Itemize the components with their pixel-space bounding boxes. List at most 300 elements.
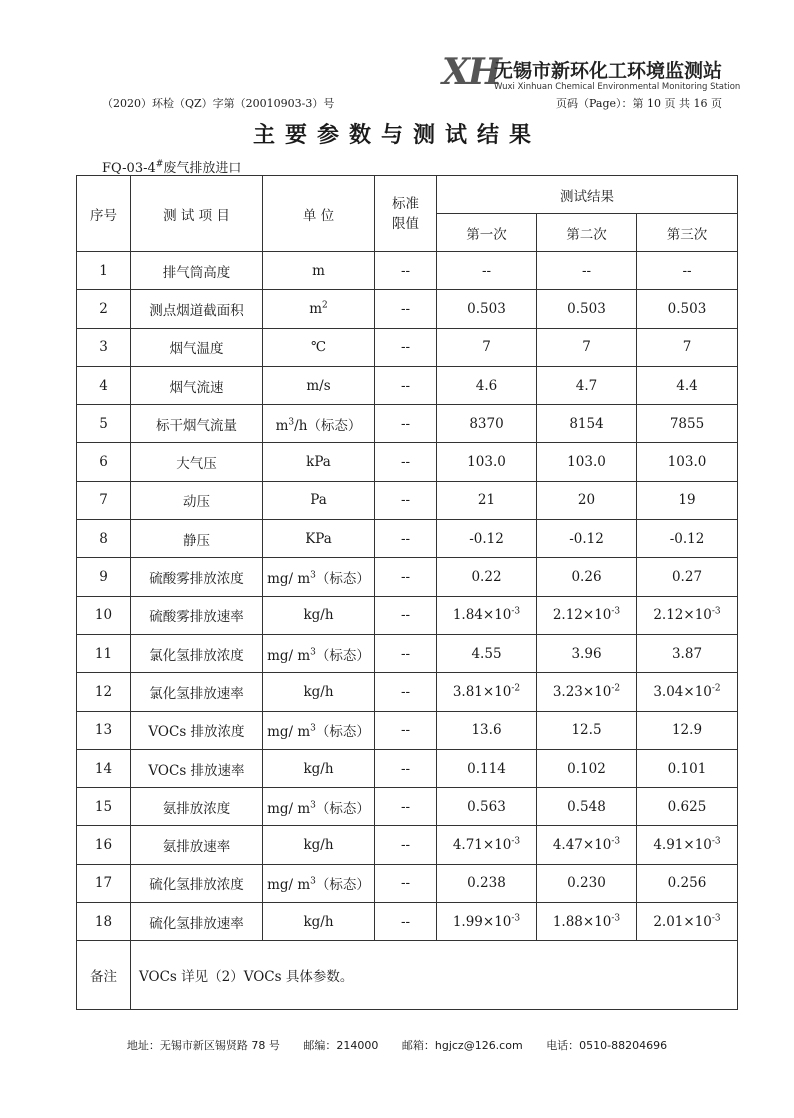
table-row xyxy=(77,788,738,826)
cell-first xyxy=(437,864,537,902)
cell-unit xyxy=(263,634,375,672)
cell-second-sup: -2 xyxy=(611,683,621,694)
cell-no xyxy=(77,673,131,711)
cell-third xyxy=(637,405,738,443)
cell-unit xyxy=(263,826,375,864)
cell-item xyxy=(131,520,263,558)
cell-third-text: 2.01×10 xyxy=(653,913,712,930)
cell-no xyxy=(77,826,131,864)
cell-no-text: 2 xyxy=(99,300,108,317)
table-row xyxy=(77,520,738,558)
cell-third xyxy=(637,328,738,366)
table-body xyxy=(77,252,738,941)
cell-item-text: 氯化氢排放速率 xyxy=(149,685,244,702)
cell-first-text: 1.99×10 xyxy=(452,913,512,930)
cell-first-text: 0.114 xyxy=(467,760,506,777)
cell-third xyxy=(637,826,738,864)
cell-item-text: 动压 xyxy=(183,494,210,511)
cell-item xyxy=(131,673,263,711)
cell-item-text: 硫化氢排放浓度 xyxy=(149,877,244,894)
cell-limit xyxy=(375,864,437,902)
cell-second xyxy=(537,596,637,634)
cell-third xyxy=(637,520,738,558)
cell-second-text: 103.0 xyxy=(567,454,606,471)
cell-unit xyxy=(263,864,375,902)
footer xyxy=(0,1037,794,1053)
cell-first-sup: -3 xyxy=(511,836,521,847)
cell-unit-text: m/s xyxy=(306,377,331,394)
cell-second-text: 2.12×10 xyxy=(552,607,612,624)
cell-item xyxy=(131,634,263,672)
cell-item-text: 硫酸雾排放速率 xyxy=(149,609,244,626)
cell-no-text: 9 xyxy=(99,569,108,586)
cell-third-text: 7 xyxy=(682,339,692,356)
cell-unit-text: （标态） xyxy=(315,877,370,894)
note-label: 备注 xyxy=(77,941,131,1010)
cell-no-text: 17 xyxy=(94,875,113,892)
cell-limit-text: -- xyxy=(400,683,411,700)
cell-second xyxy=(537,788,637,826)
cell-second xyxy=(537,711,637,749)
cell-no-text: 15 xyxy=(94,798,113,815)
cell-limit-text: -- xyxy=(400,760,411,777)
cell-item-text: 静压 xyxy=(183,532,210,549)
cell-item-text: 测点烟道截面积 xyxy=(149,302,244,319)
cell-first-text: -- xyxy=(481,262,492,279)
cell-unit-sup: 3 xyxy=(310,647,316,658)
footer-email: 邮箱：hgjcz@126.com xyxy=(401,1039,523,1052)
cell-unit-text: kg/h xyxy=(303,837,334,854)
cell-second-text: -- xyxy=(581,262,592,279)
table-row xyxy=(77,673,738,711)
cell-limit xyxy=(375,290,437,328)
cell-first xyxy=(437,443,537,481)
cell-first xyxy=(437,366,537,404)
cell-second xyxy=(537,328,637,366)
cell-first xyxy=(437,788,537,826)
cell-first-text: 0.22 xyxy=(471,569,502,586)
header-item: 测 试 项 目 xyxy=(131,176,263,252)
table-row xyxy=(77,826,738,864)
cell-third xyxy=(637,673,738,711)
cell-limit xyxy=(375,405,437,443)
cell-item xyxy=(131,788,263,826)
cell-item-text: 硫酸雾排放浓度 xyxy=(149,571,244,588)
page-title: 主要参数与测试结果 xyxy=(252,122,541,148)
cell-limit-text: -- xyxy=(400,530,411,547)
cell-third-text: 19 xyxy=(678,492,696,509)
cell-limit-text: -- xyxy=(400,798,411,815)
cell-item xyxy=(131,443,263,481)
header-third: 第三次 xyxy=(637,214,738,252)
cell-third xyxy=(637,634,738,672)
cell-first xyxy=(437,405,537,443)
cell-no-text: 14 xyxy=(94,760,113,777)
cell-third xyxy=(637,788,738,826)
cell-second-sup: -3 xyxy=(611,836,621,847)
footer-address: 地址：无锡市新区锡贤路 78 号 xyxy=(126,1039,280,1052)
page-info: 页码（Page）：第 10 页 共 16 页 xyxy=(556,97,722,110)
cell-first xyxy=(437,826,537,864)
cell-unit-sup: 2 xyxy=(322,300,328,311)
table-row xyxy=(77,443,738,481)
cell-no xyxy=(77,328,131,366)
results-table xyxy=(76,175,738,1010)
cell-second xyxy=(537,903,637,941)
cell-limit xyxy=(375,673,437,711)
table-row xyxy=(77,252,738,290)
cell-first xyxy=(437,673,537,711)
cell-limit xyxy=(375,366,437,404)
cell-no xyxy=(77,903,131,941)
cell-no-text: 1 xyxy=(99,262,108,279)
cell-third-sup: -2 xyxy=(711,683,721,694)
cell-limit xyxy=(375,788,437,826)
note-text: VOCs 详见（2）VOCs 具体参数。 xyxy=(131,941,738,1010)
cell-unit-text: m xyxy=(309,300,323,317)
subtitle-text: 废气排放进口 xyxy=(163,161,242,176)
cell-limit-text: -- xyxy=(400,454,411,471)
cell-unit-text: （标态） xyxy=(315,647,370,664)
cell-unit-text: （标态） xyxy=(315,571,370,588)
cell-unit-text: kg/h xyxy=(303,607,334,624)
cell-third xyxy=(637,711,738,749)
cell-first xyxy=(437,749,537,787)
cell-limit-text: -- xyxy=(400,339,411,356)
org-name-cn: 无锡市新环化工环境监测站 xyxy=(494,60,723,82)
cell-item-text: 大气压 xyxy=(176,456,217,473)
document-number: （2020）环检（QZ）字第（20010903-3）号 xyxy=(102,97,335,110)
cell-limit-text: -- xyxy=(400,569,411,586)
cell-third-text: 4.91×10 xyxy=(653,837,712,854)
cell-no-text: 12 xyxy=(94,683,113,700)
cell-limit-text: -- xyxy=(400,492,411,509)
cell-second xyxy=(537,443,637,481)
table-row xyxy=(77,864,738,902)
table-row xyxy=(77,903,738,941)
table-row xyxy=(77,366,738,404)
cell-third xyxy=(637,252,738,290)
cell-third xyxy=(637,290,738,328)
cell-third xyxy=(637,481,738,519)
logo-mark: XH xyxy=(442,51,500,93)
cell-item xyxy=(131,864,263,902)
cell-no xyxy=(77,366,131,404)
cell-third xyxy=(637,443,738,481)
cell-item xyxy=(131,366,263,404)
cell-second-text: 0.230 xyxy=(567,875,606,892)
cell-second-text: 0.503 xyxy=(567,300,606,317)
section-subtitle xyxy=(102,157,241,176)
cell-first xyxy=(437,596,537,634)
cell-first-text: 21 xyxy=(477,492,496,509)
cell-limit-text: -- xyxy=(400,913,411,930)
header-result: 测试结果 xyxy=(437,176,738,214)
table-row xyxy=(77,711,738,749)
cell-item-text: 排气筒高度 xyxy=(162,264,231,281)
cell-second-sup: -3 xyxy=(611,913,621,924)
cell-unit-text: mg/ m xyxy=(267,800,311,817)
cell-item xyxy=(131,749,263,787)
cell-item xyxy=(131,481,263,519)
cell-unit xyxy=(263,443,375,481)
cell-unit-sup: 3 xyxy=(288,417,295,428)
cell-limit-text: -- xyxy=(400,607,411,624)
cell-first xyxy=(437,520,537,558)
cell-no xyxy=(77,711,131,749)
cell-item xyxy=(131,903,263,941)
cell-item-text: 烟气温度 xyxy=(169,341,224,358)
cell-item-text: 氯化氢排放浓度 xyxy=(149,647,244,664)
cell-second xyxy=(537,405,637,443)
cell-unit-text: kPa xyxy=(306,454,331,471)
cell-first xyxy=(437,252,537,290)
cell-item-text: 烟气流速 xyxy=(169,379,224,396)
cell-unit xyxy=(263,711,375,749)
cell-unit-text: （标态） xyxy=(315,800,370,817)
cell-third-sup: -3 xyxy=(711,606,721,617)
cell-third xyxy=(637,596,738,634)
table-row xyxy=(77,596,738,634)
cell-limit-text: -- xyxy=(400,645,411,662)
cell-no xyxy=(77,520,131,558)
cell-unit-sup: 3 xyxy=(310,570,316,581)
cell-no-text: 3 xyxy=(99,339,108,356)
cell-no-text: 4 xyxy=(99,377,108,394)
cell-first xyxy=(437,328,537,366)
cell-unit xyxy=(263,903,375,941)
cell-limit xyxy=(375,749,437,787)
cell-second xyxy=(537,749,637,787)
cell-item-text: 氨排放速率 xyxy=(162,839,231,856)
cell-second xyxy=(537,864,637,902)
cell-unit-text: ℃ xyxy=(310,339,327,356)
cell-item-text: VOCs 排放速率 xyxy=(148,762,245,779)
cell-limit-text: -- xyxy=(400,722,411,739)
cell-item xyxy=(131,252,263,290)
cell-limit-text: -- xyxy=(400,415,411,432)
cell-third-text: -0.12 xyxy=(669,530,705,547)
footer-phone: 电话：0510-88204696 xyxy=(546,1039,668,1052)
cell-third xyxy=(637,366,738,404)
cell-third-text: 0.27 xyxy=(671,569,703,586)
cell-third-text: 0.256 xyxy=(667,875,707,892)
subtitle-code: FQ-03-4 xyxy=(102,161,156,176)
cell-first-text: 3.81×10 xyxy=(452,683,512,700)
cell-third-text: 2.12×10 xyxy=(653,607,712,624)
org-name-en: Wuxi Xinhuan Chemical Environmental Monitoring Station xyxy=(494,82,741,92)
cell-first xyxy=(437,481,537,519)
cell-unit xyxy=(263,405,375,443)
cell-limit xyxy=(375,481,437,519)
cell-first-sup: -2 xyxy=(511,683,521,694)
cell-no-text: 16 xyxy=(94,837,113,854)
cell-unit-text: （标态） xyxy=(315,724,370,741)
cell-first xyxy=(437,558,537,596)
cell-limit-text: -- xyxy=(400,377,411,394)
cell-limit xyxy=(375,520,437,558)
cell-no-text: 18 xyxy=(94,913,113,930)
cell-third-text: 3.87 xyxy=(671,645,703,662)
cell-no xyxy=(77,443,131,481)
cell-limit-text: -- xyxy=(400,837,411,854)
cell-no-text: 13 xyxy=(94,722,113,739)
cell-third-text: 0.625 xyxy=(667,798,707,815)
cell-second xyxy=(537,673,637,711)
cell-second-sup: -3 xyxy=(611,606,621,617)
table-row xyxy=(77,749,738,787)
cell-third xyxy=(637,749,738,787)
cell-second-text: 4.7 xyxy=(575,377,598,394)
cell-limit xyxy=(375,826,437,864)
cell-no xyxy=(77,788,131,826)
cell-no xyxy=(77,634,131,672)
cell-item-text: 氨排放浓度 xyxy=(162,800,231,817)
cell-third-sup: -3 xyxy=(711,913,721,924)
cell-limit-text: -- xyxy=(400,262,411,279)
cell-unit-sup: 3 xyxy=(310,876,316,887)
cell-first-text: 1.84×10 xyxy=(452,607,512,624)
cell-unit-text: kg/h xyxy=(303,760,334,777)
cell-limit xyxy=(375,711,437,749)
cell-unit-sup: 3 xyxy=(310,800,316,811)
table-row xyxy=(77,558,738,596)
cell-no xyxy=(77,481,131,519)
cell-limit xyxy=(375,328,437,366)
header-no: 序号 xyxy=(77,176,131,252)
cell-no xyxy=(77,290,131,328)
cell-first-text: 4.6 xyxy=(475,377,498,394)
cell-unit xyxy=(263,366,375,404)
cell-unit-text: mg/ m xyxy=(267,571,311,588)
cell-unit xyxy=(263,558,375,596)
cell-third-sup: -3 xyxy=(711,836,721,847)
cell-unit-text: kg/h xyxy=(303,913,334,930)
cell-third xyxy=(637,558,738,596)
table-row xyxy=(77,290,738,328)
cell-second-text: 0.102 xyxy=(567,760,606,777)
cell-limit xyxy=(375,443,437,481)
table-row xyxy=(77,634,738,672)
cell-third-text: 4.4 xyxy=(676,377,698,394)
cell-no-text: 8 xyxy=(99,530,108,547)
cell-limit xyxy=(375,596,437,634)
cell-third-text: 12.9 xyxy=(671,722,703,739)
cell-second xyxy=(537,520,637,558)
cell-first-text: -0.12 xyxy=(469,530,504,547)
cell-third-text: 3.04×10 xyxy=(653,683,712,700)
cell-limit xyxy=(375,903,437,941)
cell-first-sup: -3 xyxy=(511,913,521,924)
table-row xyxy=(77,481,738,519)
cell-first-text: 8370 xyxy=(469,415,504,432)
cell-third-text: -- xyxy=(682,262,692,279)
cell-item xyxy=(131,826,263,864)
cell-item xyxy=(131,711,263,749)
cell-second-text: 0.548 xyxy=(567,798,606,815)
header-unit: 单 位 xyxy=(263,176,375,252)
station-logo xyxy=(442,52,742,94)
table-row xyxy=(77,328,738,366)
cell-item-text: 硫化氢排放速率 xyxy=(149,915,244,932)
cell-no xyxy=(77,864,131,902)
cell-second-text: 3.96 xyxy=(571,645,602,662)
cell-second xyxy=(537,252,637,290)
cell-unit-text: mg/ m xyxy=(267,877,311,894)
cell-no xyxy=(77,252,131,290)
cell-no-text: 5 xyxy=(99,415,108,432)
cell-unit-text: mg/ m xyxy=(267,647,311,664)
cell-unit xyxy=(263,749,375,787)
cell-second-text: 1.88×10 xyxy=(552,913,612,930)
cell-second-text: 8154 xyxy=(569,415,604,432)
cell-first-text: 0.238 xyxy=(467,875,506,892)
cell-first-text: 13.6 xyxy=(471,722,502,739)
cell-unit-text: mg/ m xyxy=(267,724,311,741)
cell-second xyxy=(537,366,637,404)
cell-unit xyxy=(263,788,375,826)
cell-first xyxy=(437,711,537,749)
cell-unit-text: kg/h xyxy=(303,683,334,700)
cell-third-text: 0.503 xyxy=(667,300,707,317)
cell-unit xyxy=(263,290,375,328)
cell-item xyxy=(131,558,263,596)
cell-first-sup: -3 xyxy=(511,606,521,617)
cell-first-text: 103.0 xyxy=(467,454,506,471)
cell-third xyxy=(637,903,738,941)
cell-second xyxy=(537,481,637,519)
cell-first-text: 4.71×10 xyxy=(452,837,512,854)
cell-unit-text: m xyxy=(312,262,325,279)
cell-item xyxy=(131,328,263,366)
cell-second-text: 7 xyxy=(582,339,591,356)
cell-second xyxy=(537,558,637,596)
cell-limit xyxy=(375,634,437,672)
cell-unit xyxy=(263,252,375,290)
cell-first-text: 7 xyxy=(482,339,491,356)
cell-unit-text: m xyxy=(275,417,289,434)
cell-second xyxy=(537,290,637,328)
cell-no-text: 10 xyxy=(94,607,113,624)
cell-unit xyxy=(263,328,375,366)
header-limit: 标准 限值 xyxy=(375,176,437,252)
cell-no xyxy=(77,405,131,443)
cell-second-text: 0.26 xyxy=(571,569,602,586)
cell-no-text: 11 xyxy=(94,645,113,662)
footer-postcode: 邮编：214000 xyxy=(303,1039,379,1052)
cell-third-text: 7855 xyxy=(669,415,705,432)
subtitle-sup: # xyxy=(155,159,164,170)
cell-limit xyxy=(375,252,437,290)
cell-unit-text: /h（标态） xyxy=(294,417,362,434)
cell-unit xyxy=(263,481,375,519)
cell-no xyxy=(77,749,131,787)
cell-unit xyxy=(263,520,375,558)
cell-limit-text: -- xyxy=(400,875,411,892)
cell-no xyxy=(77,558,131,596)
cell-item-text: VOCs 排放浓度 xyxy=(148,724,245,741)
cell-first-text: 0.503 xyxy=(467,300,506,317)
cell-third xyxy=(637,864,738,902)
cell-first xyxy=(437,290,537,328)
header-first: 第一次 xyxy=(437,214,537,252)
cell-second xyxy=(537,826,637,864)
cell-unit-text: Pa xyxy=(310,492,327,509)
cell-first-text: 0.563 xyxy=(467,798,506,815)
cell-third-text: 0.101 xyxy=(667,760,707,777)
cell-first xyxy=(437,634,537,672)
header-second: 第二次 xyxy=(537,214,637,252)
